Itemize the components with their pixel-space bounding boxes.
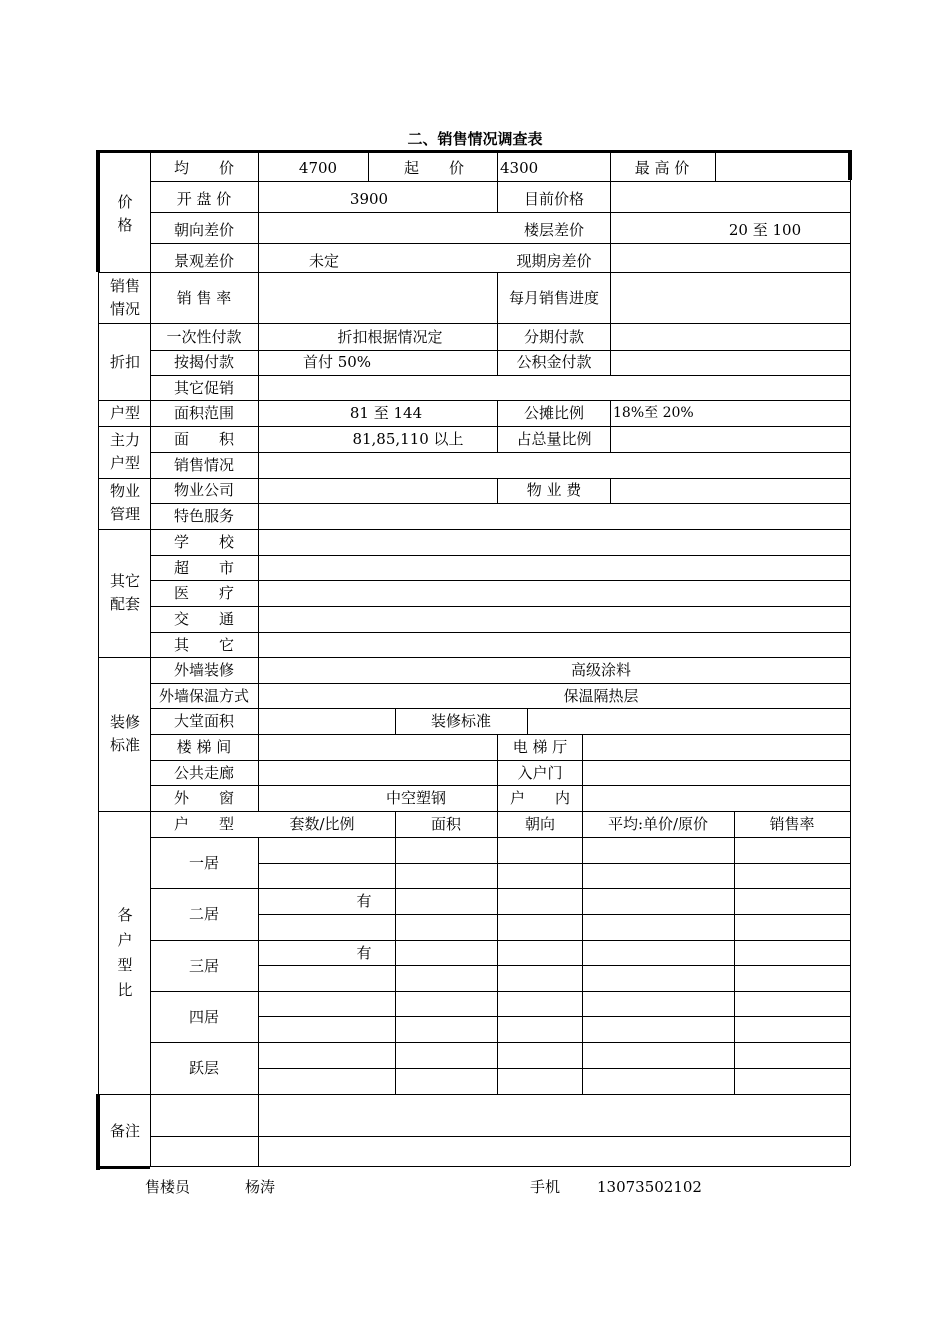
table-rule — [258, 965, 850, 966]
insulation-value: 保温隔热层 — [563, 687, 639, 705]
table-rule — [734, 811, 735, 1094]
table-rule — [150, 991, 850, 992]
table-rule — [150, 734, 850, 735]
facility-group-label-line: 配套 — [109, 595, 141, 613]
decoration-group-label-line: 标准 — [109, 736, 141, 754]
sales-group-label-line: 情况 — [109, 300, 141, 318]
exterior-wall-label: 外墙装修 — [173, 661, 235, 679]
entry-door-label: 入户门 — [517, 764, 563, 782]
elevator-hall-label: 电 梯 厅 — [512, 738, 568, 756]
opening-price-label: 开 盘 价 — [176, 190, 232, 208]
current-house-diff-label: 现期房差价 — [516, 252, 592, 270]
unit-row-name: 跃层 — [188, 1059, 220, 1077]
table-rule — [98, 150, 99, 1166]
table-rule — [98, 657, 850, 658]
sales-rate-label: 销 售 率 — [176, 289, 232, 307]
table-rule — [258, 150, 259, 811]
exterior-window-label: 外 窗 — [173, 789, 235, 807]
table-rule — [150, 940, 850, 941]
unit-row-name: 三居 — [188, 957, 220, 975]
price-group-label-line: 格 — [117, 216, 133, 234]
table-rule — [98, 400, 850, 401]
total-ratio-label: 占总量比例 — [516, 430, 592, 448]
avg-price-label: 均 价 — [173, 159, 235, 177]
col-avg-price-header: 平均:单价/原价 — [607, 815, 709, 833]
lobby-area-label: 大堂面积 — [173, 712, 235, 730]
property-group-label-line: 管理 — [109, 505, 141, 523]
table-rule — [527, 708, 528, 734]
lump-sum-value: 折扣根据情况定 — [337, 328, 443, 346]
area-value: 81,85,110 以上 — [352, 430, 464, 448]
mortgage-label: 按揭付款 — [173, 353, 235, 371]
shared-ratio-value: 18%至 20% — [613, 405, 694, 421]
table-rule — [610, 272, 611, 323]
decoration-group-label — [110, 711, 140, 757]
salesperson-label: 售楼员 — [145, 1178, 191, 1196]
table-rule — [150, 785, 850, 786]
table-rule — [150, 150, 151, 1166]
unit-row-name: 二居 — [188, 905, 220, 923]
table-rule — [150, 375, 850, 376]
table-rule — [98, 1166, 850, 1167]
table-rule — [395, 811, 396, 1094]
col-count-ratio-header: 套数/比例 — [289, 815, 355, 833]
table-rule — [610, 323, 611, 375]
property-fee-label: 物 业 费 — [526, 481, 582, 499]
unit-ratio-group-label-line: 比 — [117, 981, 133, 999]
table-rule — [150, 760, 850, 761]
table-rule — [368, 150, 369, 181]
col-area-header: 面积 — [430, 815, 462, 833]
monthly-progress-label: 每月销售进度 — [508, 289, 600, 307]
phone-value: 13073502102 — [597, 1178, 702, 1196]
table-rule — [98, 150, 850, 151]
sales-group-label-line: 销售 — [109, 277, 141, 295]
installment-label: 分期付款 — [523, 328, 585, 346]
table-rule — [98, 529, 850, 530]
phone-label: 手机 — [530, 1178, 561, 1196]
table-rule — [150, 350, 850, 351]
property-company-label: 物业公司 — [173, 481, 235, 499]
table-rule — [150, 181, 850, 182]
sales-group-label — [110, 275, 140, 321]
table-rule — [150, 888, 850, 889]
unit-row-name: 一居 — [188, 854, 220, 872]
table-rule — [497, 323, 498, 375]
main-unit-group-label-line: 户型 — [109, 454, 141, 472]
table-rule — [395, 708, 396, 734]
property-group-label-line: 物业 — [109, 482, 141, 500]
table-rule — [150, 708, 850, 709]
main-unit-group-label-line: 主力 — [109, 431, 141, 449]
sales-status-label: 销售情况 — [173, 456, 235, 474]
col-orientation-header: 朝向 — [524, 815, 556, 833]
table-rule — [850, 150, 851, 1166]
table-rule — [610, 150, 611, 272]
mortgage-value: 首付 50% — [302, 353, 372, 371]
area-range-label: 面积范围 — [173, 404, 235, 422]
table-rule — [610, 478, 611, 503]
table-rule — [258, 837, 259, 1166]
main-unit-group-label — [110, 429, 140, 475]
start-price-label: 起 价 — [403, 159, 465, 177]
table-rule — [98, 811, 850, 812]
table-rule — [98, 272, 850, 273]
insulation-label: 外墙保温方式 — [158, 687, 250, 705]
stairwell-label: 楼 梯 间 — [176, 738, 232, 756]
table-rule — [497, 478, 498, 503]
unit-group-label: 户型 — [109, 404, 141, 422]
facility-group-label-line: 其它 — [109, 572, 141, 590]
fund-loan-label: 公积金付款 — [516, 353, 592, 371]
medical-label: 医 疗 — [173, 584, 235, 602]
traffic-label: 交 通 — [173, 610, 235, 628]
table-rule — [150, 580, 850, 581]
table-rule — [582, 811, 583, 1094]
property-group-label — [110, 480, 140, 526]
table-rule — [582, 734, 583, 811]
unit-ratio-group-label — [117, 903, 132, 1003]
table-rule — [150, 452, 850, 453]
view-diff-label: 景观差价 — [173, 252, 235, 270]
orientation-diff-label: 朝向差价 — [173, 221, 235, 239]
page-title: 二、销售情况调查表 — [407, 130, 543, 148]
opening-price-value: 3900 — [349, 190, 389, 208]
unit-row-count: 有 — [356, 892, 372, 910]
public-corridor-label: 公共走廊 — [173, 764, 235, 782]
table-rule — [150, 837, 850, 838]
table-rule — [497, 272, 498, 323]
table-rule — [610, 400, 611, 452]
unit-row-count: 有 — [356, 944, 372, 962]
table-rule — [150, 683, 850, 684]
table-rule — [98, 478, 850, 479]
other-promo-label: 其它促销 — [173, 379, 235, 397]
supermarket-label: 超 市 — [173, 559, 235, 577]
view-diff-value: 未定 — [308, 252, 340, 270]
current-price-label: 目前价格 — [523, 190, 585, 208]
floor-diff-label: 楼层差价 — [523, 221, 585, 239]
table-rule — [497, 150, 498, 212]
table-rule — [150, 555, 850, 556]
table-rule — [150, 503, 850, 504]
table-rule — [258, 1068, 850, 1069]
table-rule — [98, 1094, 850, 1095]
area-label: 面 积 — [173, 430, 235, 448]
price-group-label-line: 价 — [117, 193, 133, 211]
school-label: 学 校 — [173, 533, 235, 551]
col-unit-header: 户 型 — [173, 815, 235, 833]
indoor-label: 户 内 — [509, 789, 571, 807]
special-service-label: 特色服务 — [173, 507, 235, 525]
floor-diff-value: 20 至 100 — [728, 221, 802, 239]
decoration-standard-label: 装修标准 — [430, 712, 492, 730]
table-rule — [258, 914, 850, 915]
shared-ratio-label: 公摊比例 — [523, 404, 585, 422]
area-range-value: 81 至 144 — [349, 404, 423, 422]
lump-sum-label: 一次性付款 — [166, 328, 242, 346]
price-group-label — [117, 191, 132, 237]
table-rule — [497, 400, 498, 452]
table-rule — [150, 1042, 850, 1043]
max-price-label: 最 高 价 — [634, 159, 690, 177]
table-rule — [150, 1136, 850, 1137]
table-rule — [258, 1016, 850, 1017]
start-price-value: 4300 — [500, 159, 539, 177]
table-rule — [715, 150, 716, 181]
unit-ratio-group-label-line: 户 — [117, 931, 133, 949]
table-rule — [150, 243, 850, 244]
table-rule — [150, 212, 850, 213]
table-rule — [150, 632, 850, 633]
table-rule — [258, 863, 850, 864]
decoration-group-label-line: 装修 — [109, 713, 141, 731]
table-rule — [497, 811, 498, 1094]
unit-row-name: 四居 — [188, 1008, 220, 1026]
avg-price-value: 4700 — [298, 159, 338, 177]
remarks-label: 备注 — [109, 1122, 141, 1140]
exterior-window-value: 中空塑钢 — [385, 789, 447, 807]
col-sales-rate-header: 销售率 — [769, 815, 815, 833]
table-rule — [98, 426, 850, 427]
table-rule — [497, 734, 498, 811]
discount-group-label: 折扣 — [109, 353, 141, 371]
facility-group-label — [110, 570, 140, 616]
exterior-wall-value: 高级涂料 — [570, 661, 632, 679]
unit-ratio-group-label-line: 各 — [117, 906, 133, 924]
table-rule — [98, 323, 850, 324]
other-facility-label: 其 它 — [173, 636, 235, 654]
salesperson-name: 杨涛 — [245, 1178, 276, 1196]
unit-ratio-group-label-line: 型 — [117, 956, 133, 974]
table-rule — [150, 606, 850, 607]
